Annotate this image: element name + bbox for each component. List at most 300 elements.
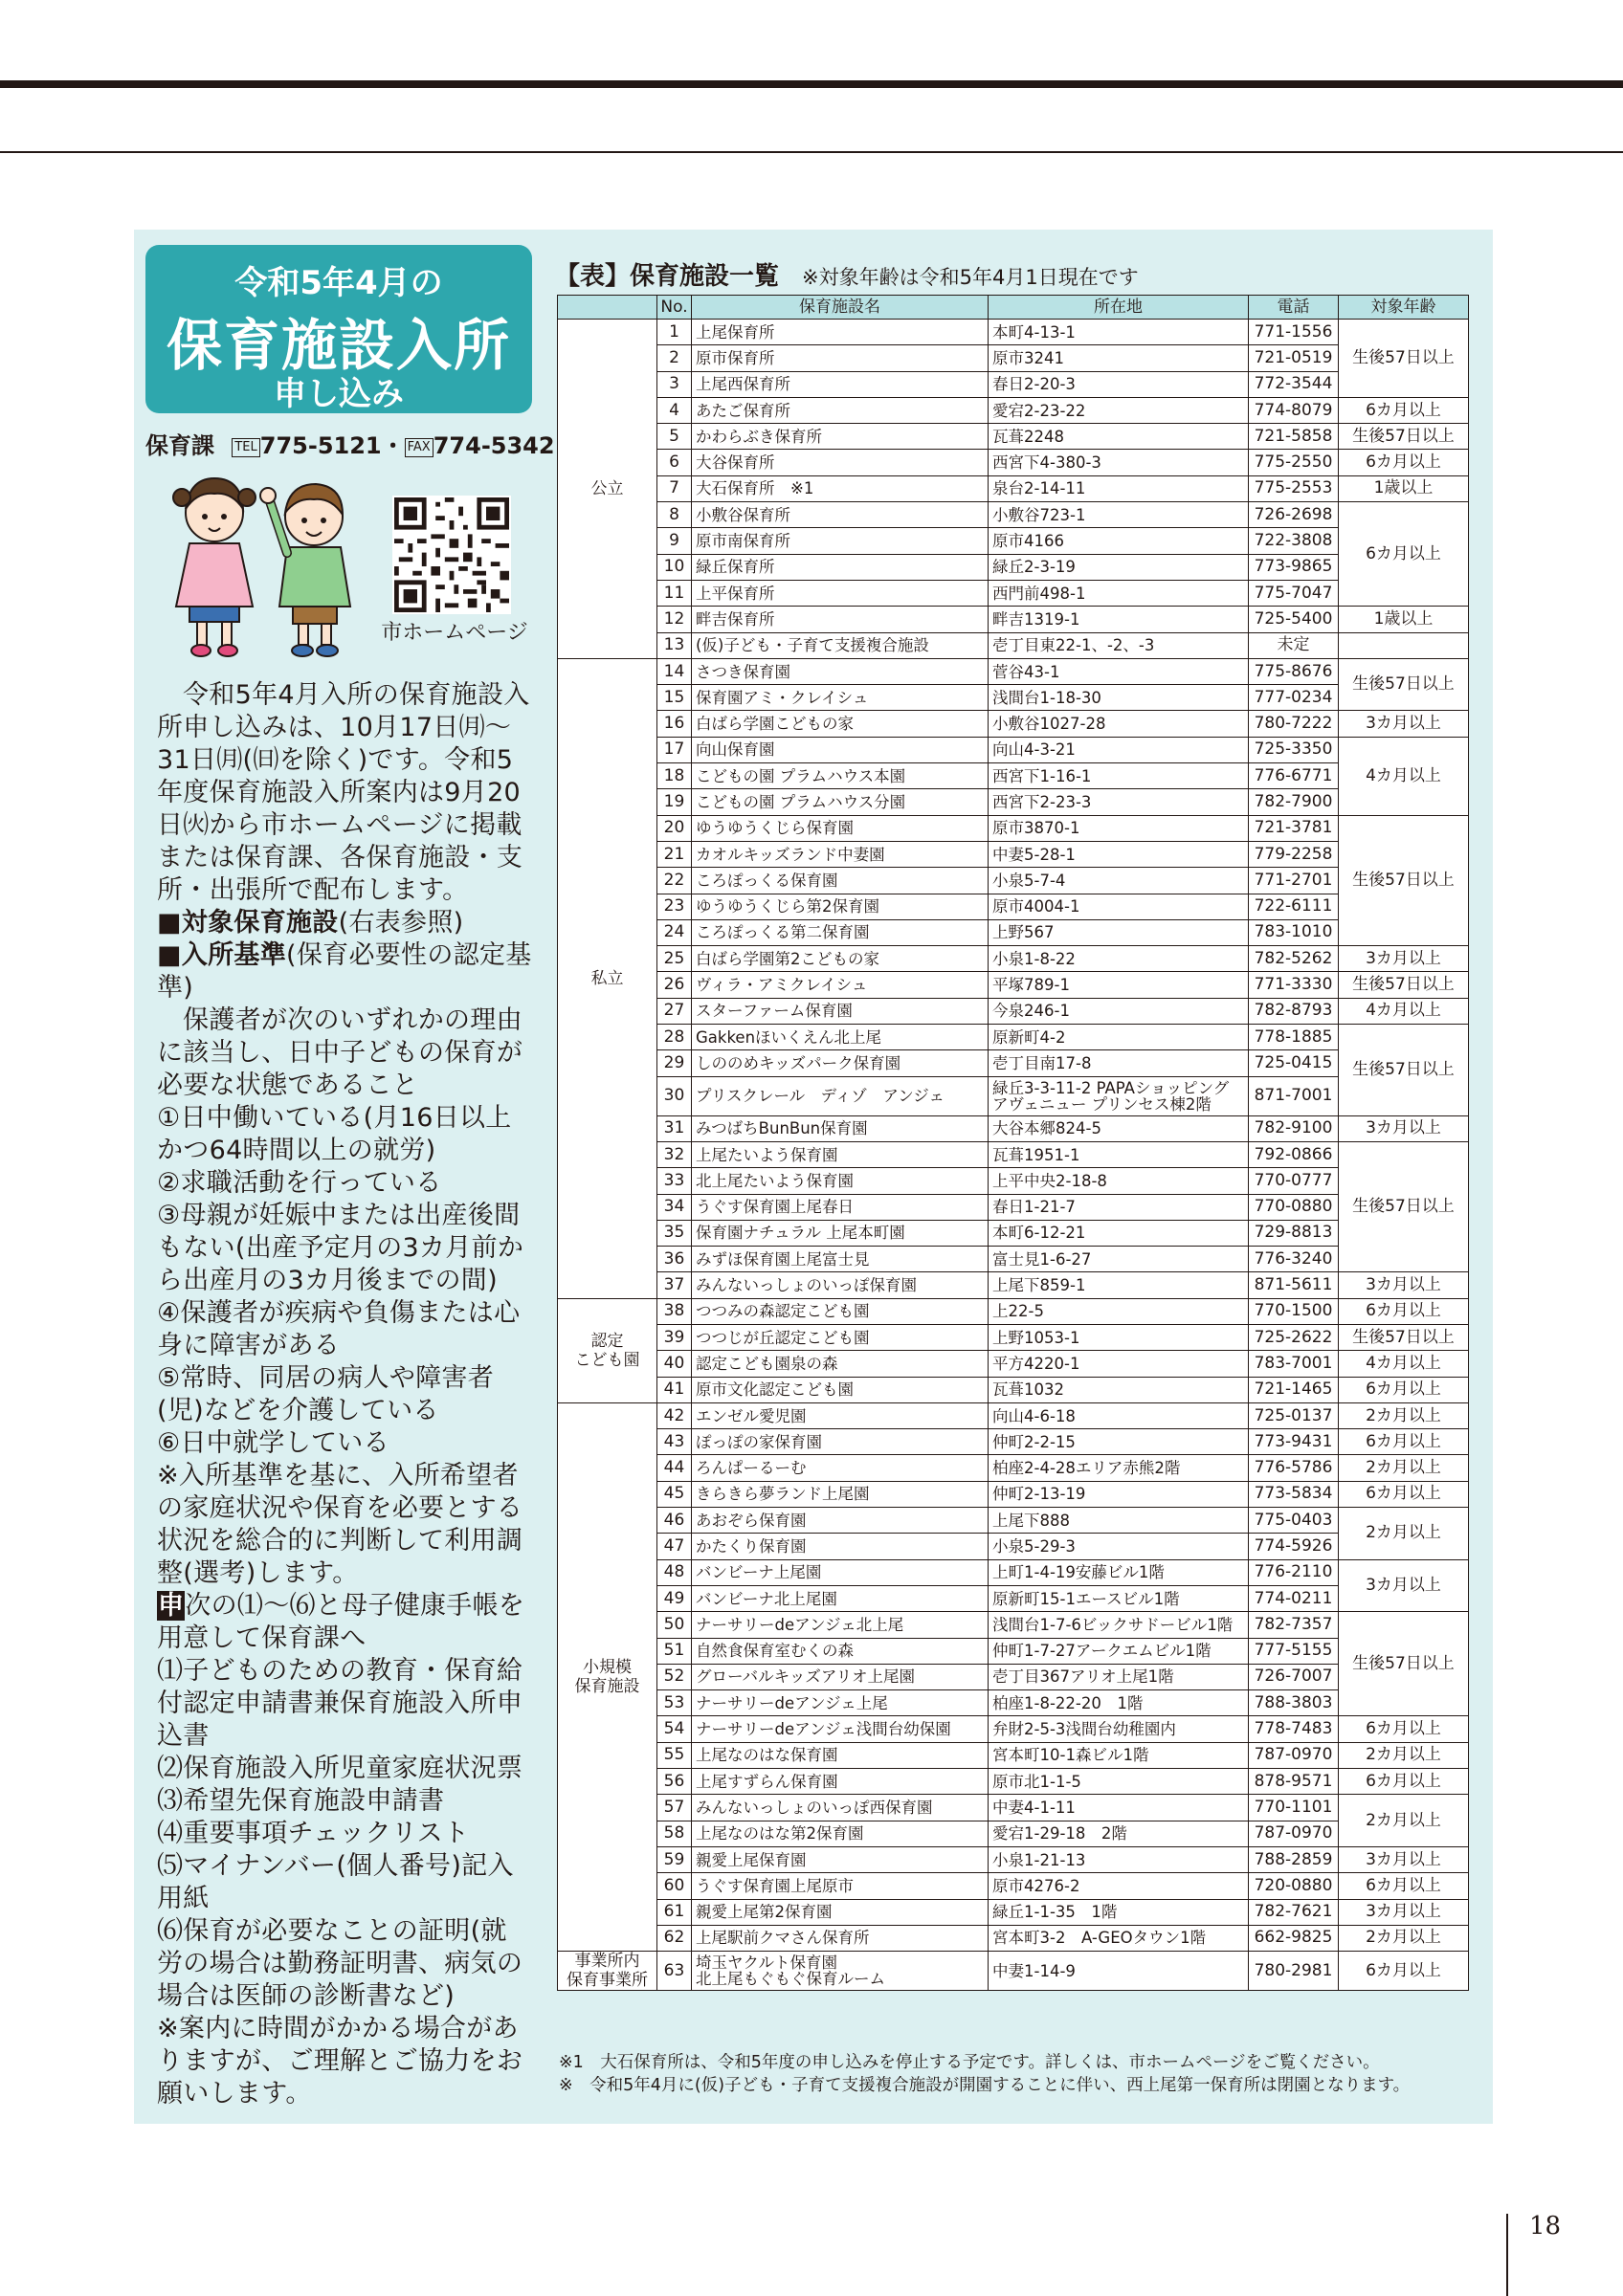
document-item: ⑹保育が必要なことの証明(就労の場合は勤務証明書、病気の場合は医師の診断書など)	[157, 1916, 523, 2011]
facility-address: 仲町2-2-15	[989, 1429, 1249, 1455]
facility-name: さつき保育園	[692, 658, 989, 684]
age-cell: 2カ月以上	[1339, 1742, 1469, 1768]
table-row	[558, 450, 1469, 475]
facility-name: 向山保育園	[692, 737, 989, 762]
row-number: 13	[657, 632, 692, 658]
table-row	[558, 1076, 1469, 1115]
table-row	[558, 1429, 1469, 1455]
row-number: 48	[657, 1559, 692, 1585]
age-cell: 生後57日以上	[1339, 1324, 1469, 1350]
title-badge	[145, 245, 532, 413]
facility-phone: 878-9571	[1249, 1769, 1339, 1795]
header-rule-thick	[0, 80, 1623, 88]
reason-item: ③母親が妊娠中または出産後間もない(出産予定月の3カ月前から出産月の3カ月後までの間)	[157, 1201, 524, 1295]
title-line3: 申し込み	[274, 375, 404, 413]
age-cell: 6カ月以上	[1339, 1481, 1469, 1507]
table-note: ※対象年齢は令和5年4月1日現在です	[802, 266, 1139, 289]
facility-name: かたくり保育園	[692, 1534, 989, 1559]
row-number: 10	[657, 554, 692, 580]
table-row	[558, 1690, 1469, 1716]
facility-address: 上22-5	[989, 1298, 1249, 1324]
facility-address: 緑丘1-1-35 1階	[989, 1899, 1249, 1925]
row-number: 53	[657, 1690, 692, 1716]
row-number: 29	[657, 1050, 692, 1076]
document-item: ⑸マイナンバー(個人番号)記入用紙	[157, 1851, 514, 1913]
age-cell: 6カ月以上	[1339, 1873, 1469, 1899]
age-cell: 生後57日以上	[1339, 972, 1469, 998]
facility-address: 浅間台1-18-30	[989, 685, 1249, 711]
age-cell: 1歳以上	[1339, 475, 1469, 501]
row-number: 51	[657, 1638, 692, 1664]
contact-info	[145, 427, 555, 460]
category-cell: 私立	[558, 658, 657, 1298]
row-number: 23	[657, 894, 692, 919]
facility-name: 白ばら学園第2こどもの家	[692, 946, 989, 972]
facility-name: ぽっぽの家保育園	[692, 1429, 989, 1455]
facility-phone: 721-5858	[1249, 424, 1339, 450]
header-name: 保育施設名	[692, 296, 989, 320]
facility-address: 壱丁目東22-1、-2、-3	[989, 632, 1249, 658]
criteria-heading: ■入所基準	[157, 940, 287, 970]
row-number: 20	[657, 815, 692, 841]
facility-name: あたご保育所	[692, 397, 989, 423]
facility-address: 西宮下4-380-3	[989, 450, 1249, 475]
facility-address: 小敷谷723-1	[989, 502, 1249, 528]
age-cell: 生後57日以上	[1339, 1612, 1469, 1716]
facility-name: 埼玉ヤクルト保育園 北上尾もぐもぐ保育ルーム	[692, 1952, 989, 1991]
table-row	[558, 841, 1469, 867]
facility-address: 上平中央2-18-8	[989, 1168, 1249, 1194]
facility-phone: 777-5155	[1249, 1638, 1339, 1664]
row-number: 5	[657, 424, 692, 450]
table-row	[558, 658, 1469, 684]
facility-address: 上尾下859-1	[989, 1272, 1249, 1298]
facility-phone: 726-2698	[1249, 502, 1339, 528]
reason-item: ⑤常時、同居の病人や障害者(児)などを介護している	[157, 1363, 495, 1425]
facility-name: みんないっしょのいっぽ保育園	[692, 1272, 989, 1298]
facility-name: ゆうゆうくじら第2保育園	[692, 894, 989, 919]
table-row	[558, 580, 1469, 606]
row-number: 8	[657, 502, 692, 528]
facility-address: 上野1053-1	[989, 1324, 1249, 1350]
qr-label: 市ホームページ	[381, 621, 528, 645]
facility-address: 仲町2-13-19	[989, 1481, 1249, 1507]
row-number: 54	[657, 1716, 692, 1742]
children-illustration	[155, 463, 375, 664]
facility-name: バンビーナ北上尾園	[692, 1585, 989, 1611]
facility-name: あおぞら保育園	[692, 1508, 989, 1534]
facility-table	[557, 295, 1469, 1991]
row-number: 7	[657, 475, 692, 501]
table-header-row	[558, 296, 1469, 320]
table-row	[558, 1247, 1469, 1272]
table-row	[558, 397, 1469, 423]
facility-address: 瓦葺1951-1	[989, 1141, 1249, 1167]
table-title: 【表】保育施設一覧	[555, 262, 780, 291]
facility-phone: 776-2110	[1249, 1559, 1339, 1585]
age-cell: 1歳以上	[1339, 607, 1469, 632]
facility-name: 上尾なのはな保育園	[692, 1742, 989, 1768]
row-number: 18	[657, 763, 692, 789]
category-cell: 小規模 保育施設	[558, 1402, 657, 1951]
facility-phone: 788-3803	[1249, 1690, 1339, 1716]
facility-name: 上尾なのはな第2保育園	[692, 1821, 989, 1846]
row-number: 35	[657, 1220, 692, 1246]
facility-name: ナーサリーdeアンジェ北上尾	[692, 1612, 989, 1638]
table-row	[558, 946, 1469, 972]
table-row	[558, 815, 1469, 841]
row-number: 39	[657, 1324, 692, 1350]
row-number: 30	[657, 1076, 692, 1115]
table-row	[558, 1481, 1469, 1507]
facility-phone: 782-9100	[1249, 1115, 1339, 1141]
table-row	[558, 345, 1469, 371]
facility-phone: 未定	[1249, 632, 1339, 658]
facility-address: 宮本町3-2 A-GEOタウン1階	[989, 1925, 1249, 1951]
facility-phone: 776-5786	[1249, 1455, 1339, 1481]
age-cell: 2カ月以上	[1339, 1455, 1469, 1481]
facility-name: 上尾すずらん保育園	[692, 1769, 989, 1795]
reason-item: ①日中働いている(月16日以上かつ64時間以上の就労)	[157, 1103, 512, 1165]
row-number: 47	[657, 1534, 692, 1559]
facility-address: 泉台2-14-11	[989, 475, 1249, 501]
facility-phone: 776-3240	[1249, 1247, 1339, 1272]
facility-phone: 788-2859	[1249, 1846, 1339, 1872]
facility-name: みずほ保育園上尾富士見	[692, 1247, 989, 1272]
facility-phone: 774-0211	[1249, 1585, 1339, 1611]
facility-address: 上町1-4-19安藤ビル1階	[989, 1559, 1249, 1585]
age-cell: 3カ月以上	[1339, 1272, 1469, 1298]
age-cell: 6カ月以上	[1339, 450, 1469, 475]
facility-phone: 770-1101	[1249, 1795, 1339, 1821]
table-row	[558, 1168, 1469, 1194]
facility-phone: 783-1010	[1249, 919, 1339, 945]
facility-address: 原市3241	[989, 345, 1249, 371]
row-number: 4	[657, 397, 692, 423]
facility-address: 小泉1-21-13	[989, 1846, 1249, 1872]
contact-dept: 保育課	[145, 432, 214, 459]
facility-name: うぐす保育園上尾春日	[692, 1194, 989, 1220]
reason-item: ④保護者が疾病や負傷または心身に障害がある	[157, 1298, 521, 1360]
facility-name: 北上尾たいよう保育園	[692, 1168, 989, 1194]
target-note: (右表参照)	[338, 908, 464, 938]
facility-name: きらきら夢ランド上尾園	[692, 1481, 989, 1507]
footnote-1: ※1 大石保育所は、令和5年度の申し込みを停止する予定です。詳しくは、市ホームページをご覧ください。	[559, 2053, 1380, 2072]
page-number-rule	[1506, 2214, 1508, 2296]
facility-address: 壱丁目南17-8	[989, 1050, 1249, 1076]
age-cell: 2カ月以上	[1339, 1508, 1469, 1560]
criteria-note: (保育必要性の認定基準)	[157, 940, 532, 1003]
table-row	[558, 632, 1469, 658]
age-cell: 2カ月以上	[1339, 1795, 1469, 1847]
facility-phone: 776-6771	[1249, 763, 1339, 789]
table-row	[558, 894, 1469, 919]
facility-address: 小泉5-29-3	[989, 1534, 1249, 1559]
facility-name: 保育園ナチュラル 上尾本町園	[692, 1220, 989, 1246]
facility-phone: 779-2258	[1249, 841, 1339, 867]
title-line1: 令和5年4月の	[234, 264, 443, 302]
header-category	[558, 296, 657, 320]
facility-phone: 782-7900	[1249, 789, 1339, 815]
table-row	[558, 1612, 1469, 1638]
facility-phone: 721-0519	[1249, 345, 1339, 371]
row-number: 49	[657, 1585, 692, 1611]
table-body	[558, 320, 1469, 1991]
facility-phone: 787-0970	[1249, 1821, 1339, 1846]
table-row	[558, 1220, 1469, 1246]
age-cell: 6カ月以上	[1339, 502, 1469, 607]
age-cell: 6カ月以上	[1339, 1952, 1469, 1991]
facility-name: 認定こども園泉の森	[692, 1351, 989, 1377]
facility-name: ゆうゆうくじら保育園	[692, 815, 989, 841]
facility-address: 春日2-20-3	[989, 371, 1249, 397]
apply-tag: 申	[158, 1591, 185, 1621]
facility-phone: 725-0415	[1249, 1050, 1339, 1076]
facility-name: こどもの園 プラムハウス分園	[692, 789, 989, 815]
age-cell: 3カ月以上	[1339, 1559, 1469, 1612]
facility-address: 平方4220-1	[989, 1351, 1249, 1377]
table-row	[558, 1050, 1469, 1076]
table-row	[558, 1402, 1469, 1428]
row-number: 57	[657, 1795, 692, 1821]
facility-name: Gakkenほいくえん北上尾	[692, 1025, 989, 1050]
row-number: 11	[657, 580, 692, 606]
table-row	[558, 502, 1469, 528]
criteria-intro: 保護者が次のいずれかの理由に該当し、日中子どもの保育が必要な状態であること	[157, 1005, 523, 1100]
table-row	[558, 1769, 1469, 1795]
facility-address: 富士見1-6-27	[989, 1247, 1249, 1272]
facility-phone: 775-0403	[1249, 1508, 1339, 1534]
facility-address: 大谷本郷824-5	[989, 1115, 1249, 1141]
closing-note: ※案内に時間がかかる場合がありますが、ご理解とご協力をお願いします。	[157, 2014, 523, 2108]
facility-address: 畔吉1319-1	[989, 607, 1249, 632]
facility-phone: 773-9431	[1249, 1429, 1339, 1455]
table-row	[558, 1873, 1469, 1899]
facility-phone: 772-3544	[1249, 371, 1339, 397]
facility-address: 中妻5-28-1	[989, 841, 1249, 867]
facility-phone: 792-0866	[1249, 1141, 1339, 1167]
facility-address: 瓦葺2248	[989, 424, 1249, 450]
row-number: 27	[657, 998, 692, 1024]
category-cell: 公立	[558, 320, 657, 659]
row-number: 36	[657, 1247, 692, 1272]
facility-address: 上尾下888	[989, 1508, 1249, 1534]
facility-phone: 771-2701	[1249, 868, 1339, 894]
fax-icon: FAX	[405, 438, 434, 457]
facility-address: 西宮下2-23-3	[989, 789, 1249, 815]
facility-address: 愛宕1-29-18 2階	[989, 1821, 1249, 1846]
age-cell: 6カ月以上	[1339, 1429, 1469, 1455]
facility-phone: 782-7357	[1249, 1612, 1339, 1638]
facility-phone: 775-7047	[1249, 580, 1339, 606]
table-row	[558, 711, 1469, 737]
table-row	[558, 1324, 1469, 1350]
table-row	[558, 1925, 1469, 1951]
table-row	[558, 1821, 1469, 1846]
table-row	[558, 528, 1469, 554]
facility-phone: 770-0777	[1249, 1168, 1339, 1194]
age-cell	[1339, 632, 1469, 658]
facility-phone: 725-5400	[1249, 607, 1339, 632]
facility-address: 小泉5-7-4	[989, 868, 1249, 894]
row-number: 24	[657, 919, 692, 945]
facility-name: 原市保育所	[692, 345, 989, 371]
row-number: 58	[657, 1821, 692, 1846]
row-number: 17	[657, 737, 692, 762]
row-number: 59	[657, 1846, 692, 1872]
facility-phone: 721-3781	[1249, 815, 1339, 841]
facility-phone: 725-0137	[1249, 1402, 1339, 1428]
row-number: 22	[657, 868, 692, 894]
apply-text: 次の⑴～⑹と母子健康手帳を用意して保育課へ	[157, 1591, 525, 1653]
facility-phone: 782-7621	[1249, 1899, 1339, 1925]
table-row	[558, 1952, 1469, 1991]
row-number: 14	[657, 658, 692, 684]
table-row	[558, 1025, 1469, 1050]
row-number: 12	[657, 607, 692, 632]
row-number: 6	[657, 450, 692, 475]
facility-address: 瓦葺1032	[989, 1377, 1249, 1402]
facility-name: かわらぶき保育所	[692, 424, 989, 450]
row-number: 50	[657, 1612, 692, 1638]
contact-tel: 775-5121・	[259, 432, 405, 459]
table-row	[558, 1272, 1469, 1298]
age-cell: 生後57日以上	[1339, 424, 1469, 450]
table-row	[558, 1455, 1469, 1481]
table-row	[558, 371, 1469, 397]
table-row	[558, 972, 1469, 998]
facility-phone: 729-8813	[1249, 1220, 1339, 1246]
facility-phone: 775-8676	[1249, 658, 1339, 684]
header-tel: 電話	[1249, 296, 1339, 320]
age-cell: 生後57日以上	[1339, 1025, 1469, 1116]
facility-name: カオルキッズランド中妻園	[692, 841, 989, 867]
table-row	[558, 763, 1469, 789]
facility-address: 向山4-3-21	[989, 737, 1249, 762]
facility-name: 上尾西保育所	[692, 371, 989, 397]
qr-code-icon[interactable]	[392, 496, 511, 614]
table-row	[558, 424, 1469, 450]
footnote-2: ※ 令和5年4月に(仮)子ども・子育て支援複合施設が開園することに伴い、西上尾第一保育所は閉園となります。	[559, 2076, 1411, 2095]
facility-name: 畔吉保育所	[692, 607, 989, 632]
reason-item: ②求職活動を行っている	[157, 1168, 442, 1198]
table-row	[558, 1115, 1469, 1141]
table-row	[558, 1742, 1469, 1768]
row-number: 38	[657, 1298, 692, 1324]
header-rule-thin	[0, 151, 1623, 153]
table-row	[558, 685, 1469, 711]
facility-name: 大石保育所 ※1	[692, 475, 989, 501]
facility-phone: 771-1556	[1249, 320, 1339, 345]
row-number: 26	[657, 972, 692, 998]
row-number: 52	[657, 1664, 692, 1689]
header-no: No.	[657, 296, 692, 320]
facility-address: 中妻4-1-11	[989, 1795, 1249, 1821]
age-cell: 3カ月以上	[1339, 1899, 1469, 1925]
category-cell: 事業所内 保育事業所	[558, 1952, 657, 1991]
table-row	[558, 737, 1469, 762]
content-panel	[134, 230, 1493, 2124]
facility-phone: 783-7001	[1249, 1351, 1339, 1377]
table-row	[558, 1795, 1469, 1821]
age-cell: 6カ月以上	[1339, 1716, 1469, 1742]
table-row	[558, 320, 1469, 345]
facility-name: 親愛上尾保育園	[692, 1846, 989, 1872]
document-item: ⑵保育施設入所児童家庭状況票	[157, 1754, 523, 1783]
facility-address: 緑丘3-3-11-2 PAPAショッピングアヴェニュー プリンセス棟2階	[989, 1076, 1249, 1115]
facility-name: 上尾たいよう保育園	[692, 1141, 989, 1167]
age-cell: 4カ月以上	[1339, 1351, 1469, 1377]
document-item: ⑴子どものための教育・保育給付認定申請書兼保育施設入所申込書	[157, 1656, 523, 1751]
intro-paragraph: 令和5年4月入所の保育施設入所申し込みは、10月17日㈪～31日㈪(㈰を除く)です。令和5年度保育施設入所案内は9月20日㈫から市ホームページに掲載または保育課、各保育施設・支所・出張所で配布します。	[157, 680, 530, 905]
contact-fax: 774-5342	[433, 432, 555, 459]
age-cell: 2カ月以上	[1339, 1402, 1469, 1428]
facility-address: 原市北1-1-5	[989, 1769, 1249, 1795]
facility-phone: 773-9865	[1249, 554, 1339, 580]
facility-phone: 725-2622	[1249, 1324, 1339, 1350]
facility-name: みんないっしょのいっぽ西保育園	[692, 1795, 989, 1821]
facility-address: 原市4166	[989, 528, 1249, 554]
facility-phone: 773-5834	[1249, 1481, 1339, 1507]
facility-phone: 778-1885	[1249, 1025, 1339, 1050]
table-row	[558, 789, 1469, 815]
table-row	[558, 1534, 1469, 1559]
facility-address: 壱丁目367アリオ上尾1階	[989, 1664, 1249, 1689]
facility-name: (仮)子ども・子育て支援複合施設	[692, 632, 989, 658]
row-number: 19	[657, 789, 692, 815]
facility-phone: 726-7007	[1249, 1664, 1339, 1689]
facility-name: 緑丘保育所	[692, 554, 989, 580]
page-number: 18	[1529, 2212, 1562, 2241]
age-cell: 生後57日以上	[1339, 320, 1469, 398]
facility-address: 上野567	[989, 919, 1249, 945]
row-number: 33	[657, 1168, 692, 1194]
age-cell: 3カ月以上	[1339, 711, 1469, 737]
facility-name: ころぽっくる保育園	[692, 868, 989, 894]
age-cell: 6カ月以上	[1339, 397, 1469, 423]
facility-name: つつじが丘認定こども園	[692, 1324, 989, 1350]
facility-name: 上尾駅前クマさん保育所	[692, 1925, 989, 1951]
row-number: 34	[657, 1194, 692, 1220]
facility-address: 今泉246-1	[989, 998, 1249, 1024]
facility-name: 原市南保育所	[692, 528, 989, 554]
facility-name: ナーサリーdeアンジェ上尾	[692, 1690, 989, 1716]
facility-name: 上平保育所	[692, 580, 989, 606]
table-heading	[555, 256, 1139, 292]
row-number: 55	[657, 1742, 692, 1768]
reason-item: ⑥日中就学している	[157, 1428, 389, 1458]
table-row	[558, 607, 1469, 632]
table-row	[558, 1664, 1469, 1689]
facility-address: 小泉1-8-22	[989, 946, 1249, 972]
table-row	[558, 1559, 1469, 1585]
facility-phone: 721-1465	[1249, 1377, 1339, 1402]
row-number: 16	[657, 711, 692, 737]
facility-name: みつばちBunBun保育園	[692, 1115, 989, 1141]
facility-phone: 871-7001	[1249, 1076, 1339, 1115]
reasons-note: ※入所基準を基に、入所希望者の家庭状況や保育を必要とする状況を総合的に判断して利用調整(選考)します。	[157, 1461, 523, 1588]
facility-address: 原新町15-1エースビル1階	[989, 1585, 1249, 1611]
row-number: 44	[657, 1455, 692, 1481]
facility-phone: 871-5611	[1249, 1272, 1339, 1298]
facility-address: 平塚789-1	[989, 972, 1249, 998]
facility-address: 原市3870-1	[989, 815, 1249, 841]
header-age: 対象年齢	[1339, 296, 1469, 320]
facility-address: 本町4-13-1	[989, 320, 1249, 345]
facility-name: スターファーム保育園	[692, 998, 989, 1024]
age-cell: 3カ月以上	[1339, 946, 1469, 972]
table-row	[558, 1141, 1469, 1167]
